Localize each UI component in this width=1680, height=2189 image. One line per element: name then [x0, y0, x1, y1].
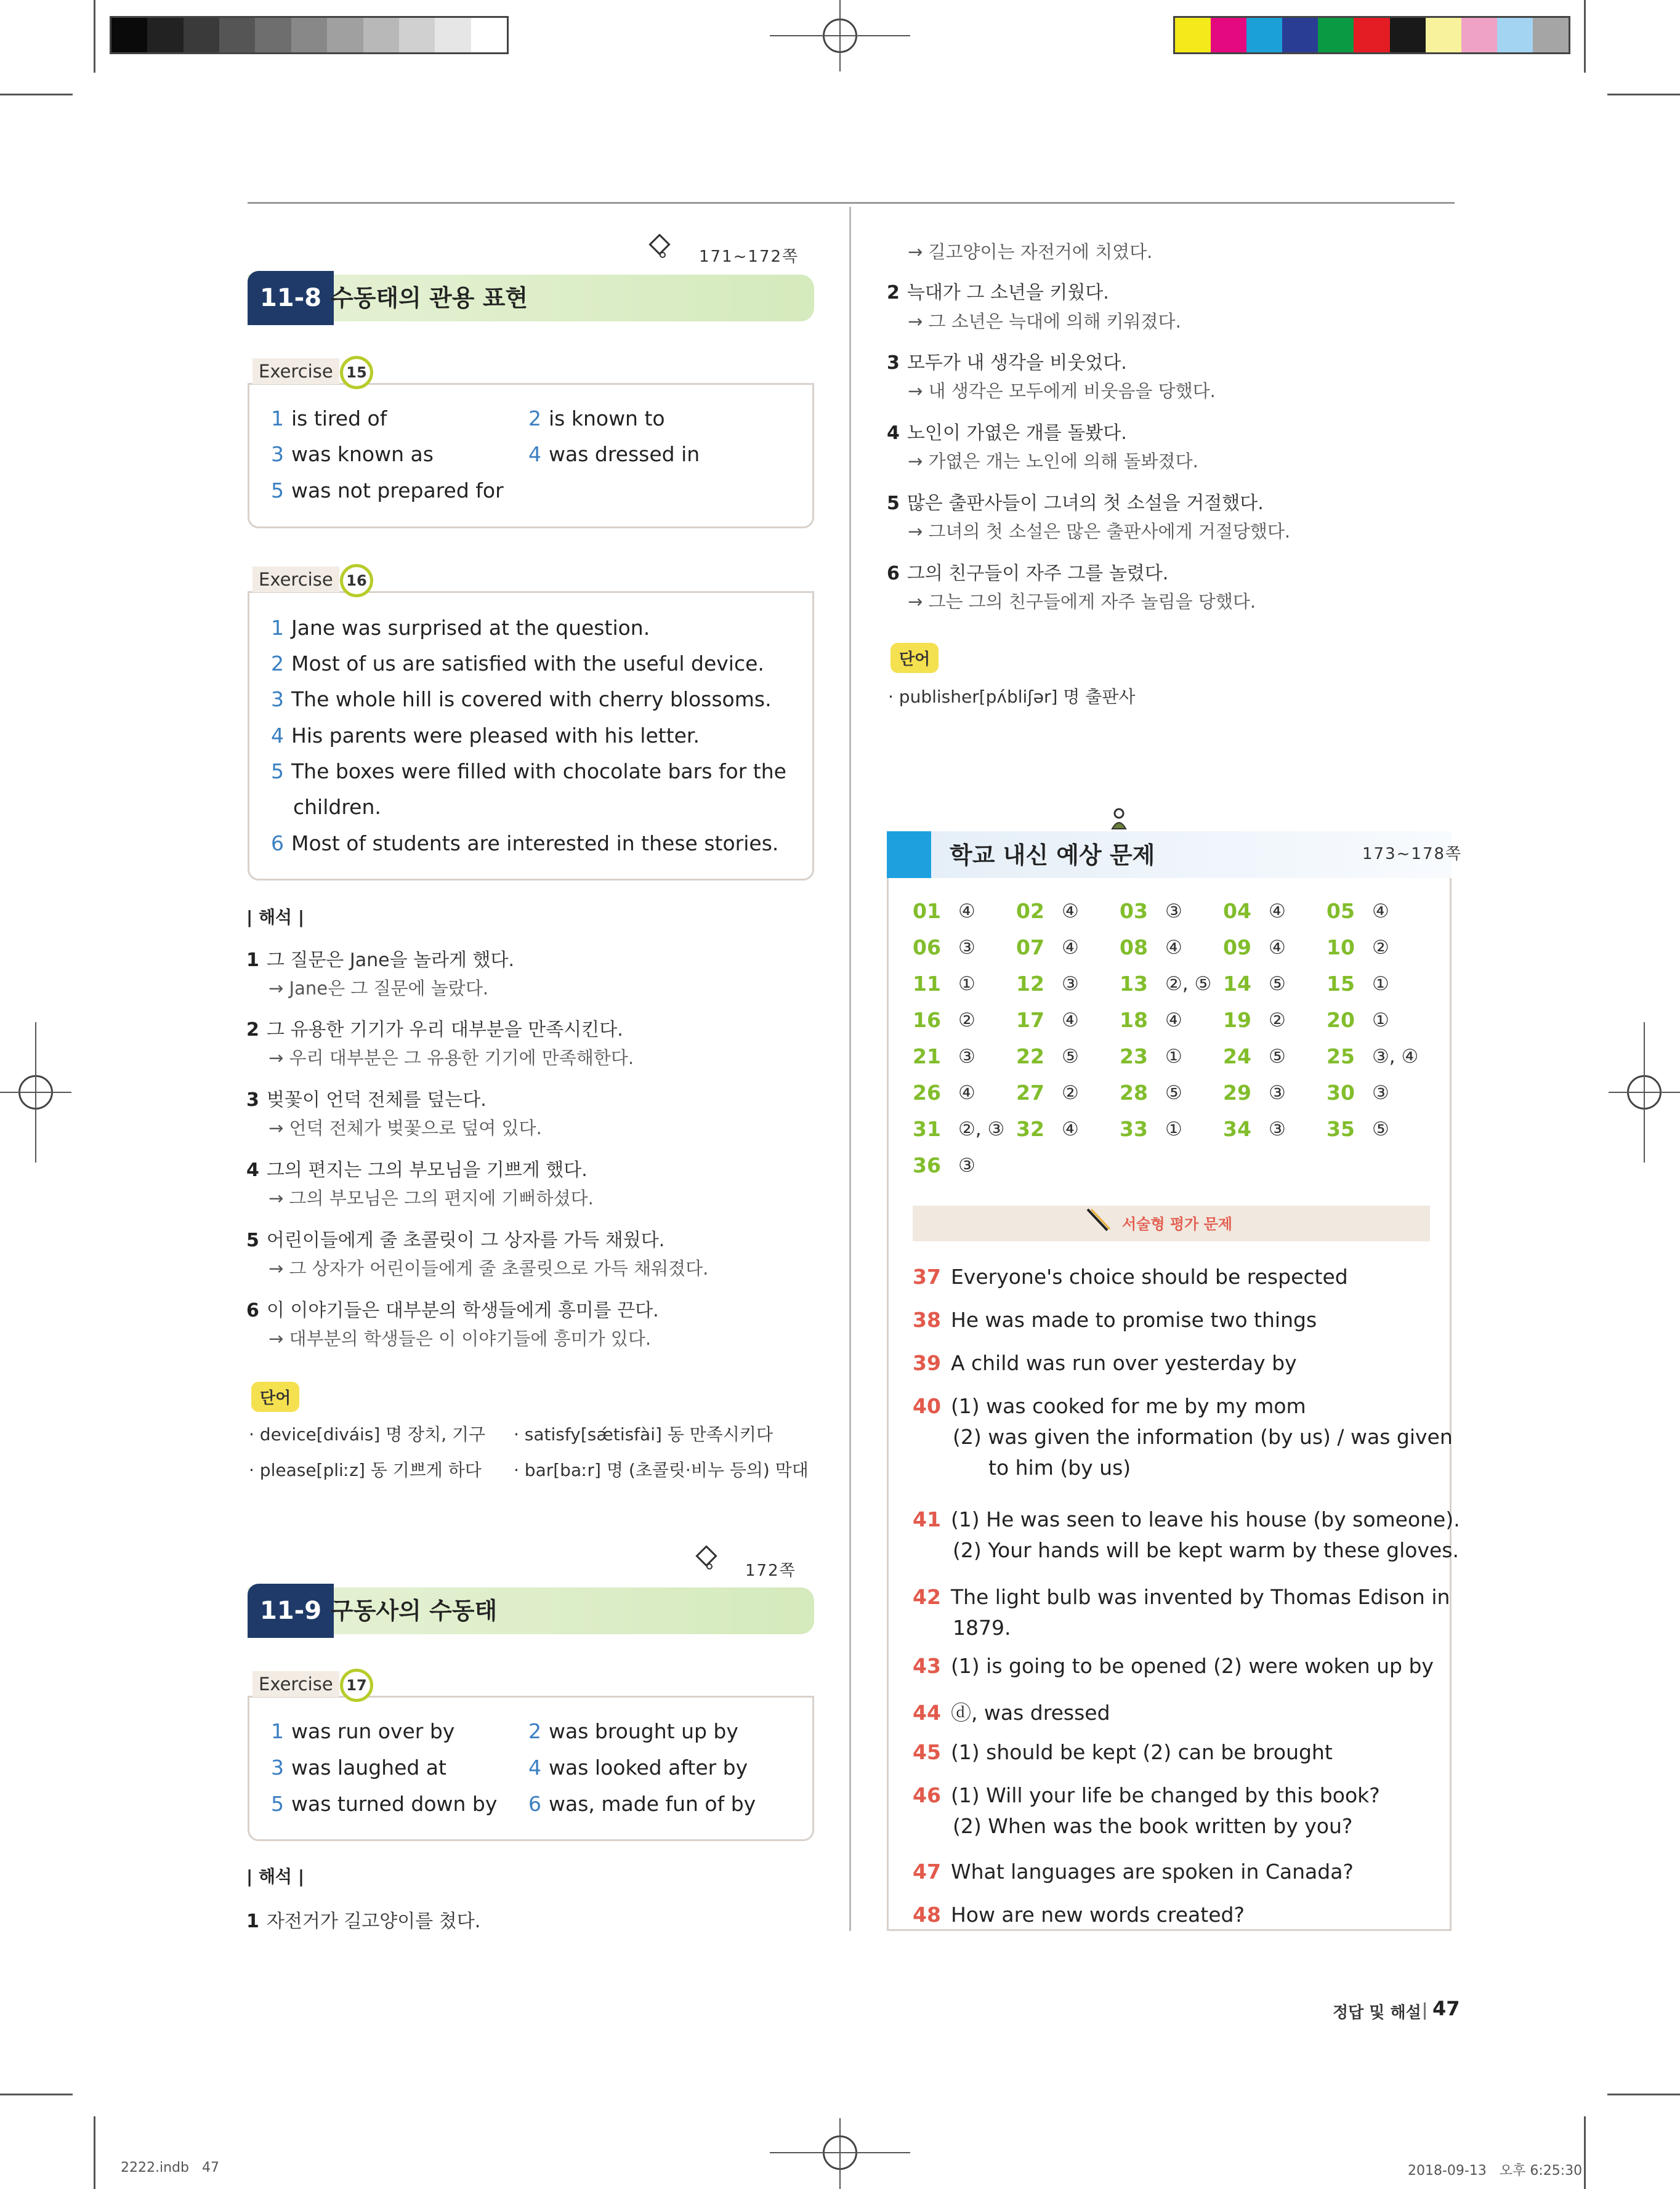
- file-label: 2222.indb 47: [121, 2160, 219, 2175]
- vocab-item: · please[pliːz] 동 기쁘게 하다: [249, 1460, 482, 1480]
- choice-answer: ②: [1372, 937, 1389, 959]
- question-number: 11: [913, 972, 941, 996]
- exercise-number-badge: 16: [340, 564, 373, 597]
- answer-item: 2 is known to: [528, 406, 665, 430]
- choice-answer: ④: [1062, 900, 1079, 922]
- choice-answer: ⑤: [1165, 1082, 1182, 1104]
- crop-mark: [1607, 94, 1680, 95]
- translation-heading: | 해석 |: [246, 907, 305, 927]
- translation-item: 3 모두가 내 생각을 비웃었다.: [887, 352, 1127, 374]
- answer-item: 3 was laughed at: [271, 1756, 446, 1780]
- vocab-item: · bar[baːr] 명 (초콜릿·비누 등의) 막대: [514, 1460, 809, 1480]
- choice-answer: ③: [958, 1046, 975, 1068]
- choice-answer: ②: [1269, 1009, 1286, 1031]
- vocab-item: · device[diváis] 명 장치, 기구: [249, 1424, 486, 1445]
- answer-item: 5 was turned down by: [271, 1792, 498, 1816]
- question-number: 20: [1327, 1008, 1355, 1032]
- written-answer: [913, 1351, 1297, 1375]
- written-answer: 1879.: [953, 1616, 1011, 1640]
- translation-item: 1 자전거가 길고양이를 쳤다.: [246, 1911, 481, 1932]
- column-divider: [849, 207, 851, 1931]
- question-number: 14: [1223, 972, 1251, 996]
- question-number: 18: [1120, 1008, 1148, 1032]
- translation-item: 5 어린이들에게 줄 초콜릿이 그 상자를 가득 채웠다.: [246, 1230, 665, 1251]
- written-answer: (2) Your hands will be kept warm by these gloves.: [953, 1538, 1459, 1562]
- crop-mark: [0, 2094, 73, 2095]
- choice-answer: ④: [958, 900, 975, 922]
- exam-title: 학교 내신 예상 문제: [950, 842, 1155, 869]
- gray-swatch: [219, 18, 255, 52]
- answer-item: 2 was brought up by: [528, 1719, 738, 1743]
- question-number: 06: [913, 935, 941, 959]
- question-number: 47: [913, 1860, 941, 1884]
- question-number: 31: [913, 1117, 941, 1141]
- footer-divider: [1424, 2002, 1426, 2020]
- choice-answer: ②: [958, 1009, 975, 1031]
- choice-answer: ④: [1165, 937, 1182, 959]
- question-number: 32: [1016, 1117, 1044, 1141]
- question-number: 17: [1016, 1008, 1044, 1032]
- color-swatch: [1426, 18, 1461, 52]
- written-answer: [913, 1783, 1380, 1807]
- translation-result: → 그는 그의 친구들에게 자주 놀림을 당했다.: [908, 591, 1256, 612]
- written-answer: [913, 1697, 1110, 1726]
- choice-answer: ⑤: [1062, 1046, 1079, 1068]
- written-answer: [913, 1507, 1460, 1531]
- question-number: 34: [1223, 1117, 1251, 1141]
- question-number: 03: [1120, 899, 1148, 923]
- question-number: 40: [913, 1394, 941, 1418]
- section-number: 11-8: [248, 271, 334, 325]
- answer-item: 2 Most of us are satisfied with the useful device.: [271, 651, 764, 675]
- question-number: 45: [913, 1740, 941, 1764]
- question-number: 04: [1223, 899, 1251, 923]
- question-number: 05: [1327, 899, 1355, 923]
- color-swatch: [1461, 18, 1497, 52]
- choice-answer: ②, ③: [958, 1118, 1005, 1140]
- choice-answer: ①: [1165, 1046, 1182, 1068]
- translation-result: → 그의 부모님은 그의 편지에 기뻐하셨다.: [269, 1188, 594, 1209]
- written-answer: [913, 1903, 1245, 1927]
- answer-item: 4 was looked after by: [528, 1756, 748, 1780]
- pencil-icon: [695, 1546, 719, 1570]
- translation-result: → Jane은 그 질문에 놀랐다.: [269, 978, 489, 999]
- question-number: 16: [913, 1008, 941, 1032]
- question-number: 29: [1223, 1081, 1251, 1105]
- question-number: 35: [1327, 1117, 1355, 1141]
- choice-answer: ④: [1269, 900, 1286, 922]
- written-answer: [913, 1654, 1434, 1678]
- translation-item: 2 늑대가 그 소년을 키웠다.: [887, 282, 1109, 304]
- question-number: 39: [913, 1351, 941, 1375]
- answer-text: How are new words created?: [950, 1903, 1245, 1927]
- translation-result: → 내 생각은 모두에게 비웃음을 당했다.: [908, 381, 1216, 401]
- question-number: 08: [1120, 935, 1148, 959]
- question-number: 25: [1327, 1044, 1355, 1068]
- question-number: 27: [1016, 1081, 1044, 1105]
- color-swatch: [1175, 18, 1211, 52]
- question-number: 26: [913, 1081, 941, 1105]
- translation-item: 5 많은 출판사들이 그녀의 첫 소설을 거절했다.: [887, 493, 1264, 514]
- question-number: 46: [913, 1783, 941, 1807]
- written-answer: [913, 1585, 1450, 1609]
- choice-answer: ③: [958, 937, 975, 959]
- question-number: 13: [1120, 972, 1148, 996]
- exercise-label: Exercise: [252, 566, 339, 592]
- crop-mark: [1607, 2094, 1680, 2095]
- answer-item: 6 was, made fun of by: [528, 1792, 756, 1816]
- exercise-number-badge: 17: [340, 1669, 373, 1702]
- crop-mark: [1584, 0, 1586, 73]
- top-rule: [248, 202, 1455, 204]
- vocab-tag: 단어: [890, 643, 939, 673]
- choice-answer: ④: [1062, 1009, 1079, 1031]
- color-swatch: [1246, 18, 1282, 52]
- choice-answer: ⑤: [1269, 973, 1286, 995]
- choice-answer: ①: [958, 973, 975, 995]
- question-number: 24: [1223, 1044, 1251, 1068]
- answer-text: The light bulb was invented by Thomas Edison in: [950, 1585, 1450, 1609]
- choice-answer: ④: [958, 1082, 975, 1104]
- translation-result: → 그 소년은 늑대에 의해 키워졌다.: [908, 311, 1181, 332]
- answer-text: (1) Will your life be changed by this book?: [950, 1783, 1380, 1807]
- answer-item: 1 is tired of: [271, 406, 387, 430]
- registration-line: [1644, 1022, 1645, 1163]
- question-number: 22: [1016, 1044, 1044, 1068]
- question-number: 21: [913, 1044, 941, 1068]
- color-swatch: [1533, 18, 1569, 52]
- color-swatch: [1318, 18, 1354, 52]
- choice-answer: ②, ⑤: [1165, 973, 1212, 995]
- answer-text: (1) was cooked for me by my mom: [950, 1394, 1306, 1418]
- translation-item: 2 그 유용한 기기가 우리 대부분을 만족시킨다.: [246, 1019, 623, 1041]
- vocab-item: · publisher[pʌ́bliʃər] 명 출판사: [888, 687, 1136, 707]
- question-number: 38: [913, 1308, 941, 1332]
- translation-item: 6 이 이야기들은 대부분의 학생들에게 흥미를 끈다.: [246, 1300, 659, 1321]
- page-number: 47: [1432, 1997, 1460, 2020]
- page-reference: 171~172쪽: [699, 248, 799, 266]
- question-number: 42: [913, 1585, 941, 1609]
- color-swatch: [1354, 18, 1389, 52]
- color-swatch: [1211, 18, 1246, 52]
- question-number: 23: [1120, 1044, 1148, 1068]
- written-answer: [913, 1308, 1317, 1332]
- written-answer: [913, 1860, 1354, 1884]
- answer-text: (1) should be kept (2) can be brought: [950, 1740, 1333, 1764]
- crop-mark: [94, 2116, 95, 2189]
- question-number: 15: [1327, 972, 1355, 996]
- choice-answer: ②: [1062, 1082, 1079, 1104]
- question-number: 36: [913, 1153, 941, 1177]
- translation-item: 6 그의 친구들이 자주 그를 놀렸다.: [887, 563, 1169, 584]
- question-number: 43: [913, 1654, 941, 1678]
- registration-line: [839, 0, 841, 71]
- written-answer: (2) was given the information (by us) / was given: [953, 1425, 1453, 1449]
- gray-swatch: [291, 18, 327, 52]
- answer-item: 6 Most of students are interested in these stories.: [271, 831, 779, 855]
- answer-item: 1 Jane was surprised at the question.: [271, 616, 650, 640]
- answer-item: 4 His parents were pleased with his letter.: [271, 724, 700, 748]
- written-answer: to him (by us): [988, 1456, 1131, 1480]
- translation-item: 4 그의 편지는 그의 부모님을 기쁘게 했다.: [246, 1159, 588, 1181]
- answer-text: (1) He was seen to leave his house (by someone).: [950, 1507, 1460, 1531]
- section-title: 수동태의 관용 표현: [331, 284, 528, 312]
- written-answer: [913, 1740, 1333, 1764]
- color-swatch: [1282, 18, 1318, 52]
- color-strip: [1173, 16, 1570, 54]
- translation-result: → 길고양이는 자전거에 치였다.: [908, 241, 1153, 262]
- gray-swatch: [184, 18, 219, 52]
- crop-mark: [94, 0, 95, 73]
- translation-result: → 대부분의 학생들은 이 이야기들에 흥미가 있다.: [269, 1328, 652, 1349]
- answer-item: 3 The whole hill is covered with cherry blossoms.: [271, 687, 772, 711]
- answer-item: children.: [293, 795, 381, 819]
- answer-text: He was made to promise two things: [950, 1308, 1317, 1332]
- question-number: 10: [1327, 935, 1355, 959]
- question-number: 01: [913, 899, 941, 923]
- choice-answer: ④: [1165, 1009, 1182, 1031]
- answer-text: Everyone's choice should be respected: [950, 1265, 1348, 1289]
- answer-text: ⓓ, was dressed: [950, 1701, 1110, 1725]
- answer-text: (1) is going to be opened (2) were woken up by: [950, 1654, 1434, 1678]
- question-number: 07: [1016, 935, 1044, 959]
- exercise-label: Exercise: [252, 1671, 339, 1697]
- gray-swatch: [435, 18, 470, 52]
- choice-answer: ①: [1372, 973, 1389, 995]
- question-number: 48: [913, 1903, 941, 1927]
- vocab-item: · satisfy[sǽtisfài] 동 만족시키다: [514, 1424, 773, 1445]
- pencil-icon: [1084, 1206, 1113, 1235]
- choice-answer: ④: [1062, 1118, 1079, 1140]
- translation-heading: | 해석 |: [246, 1866, 305, 1887]
- footer-label: 정답 및 해설: [1333, 2004, 1421, 2022]
- exam-header-accent: [887, 831, 931, 878]
- choice-answer: ③: [1269, 1082, 1286, 1104]
- color-swatch: [1497, 18, 1533, 52]
- gray-swatch: [147, 18, 183, 52]
- choice-answer: ③: [1269, 1118, 1286, 1140]
- question-number: 28: [1120, 1081, 1148, 1105]
- answer-item: 3 was known as: [271, 442, 434, 466]
- answer-item: 5 The boxes were filled with chocolate bars for the: [271, 759, 786, 783]
- gray-swatch: [399, 18, 435, 52]
- translation-item: 1 그 질문은 Jane을 놀라게 했다.: [246, 949, 515, 971]
- pencil-icon: [648, 234, 672, 259]
- translation-item: 4 노인이 가엾은 개를 돌봤다.: [887, 422, 1127, 444]
- exercise-label: Exercise: [252, 358, 339, 384]
- answer-item: 1 was run over by: [271, 1719, 455, 1743]
- grayscale-strip: [110, 16, 509, 54]
- translation-item: 3 벚꽃이 언덕 전체를 덮는다.: [246, 1089, 487, 1111]
- choice-answer: ①: [1165, 1118, 1182, 1140]
- exercise-number-badge: 15: [340, 356, 373, 389]
- section-header: [248, 1587, 814, 1634]
- question-number: 41: [913, 1507, 941, 1531]
- choice-answer: ⑤: [1269, 1046, 1286, 1068]
- written-answer: (2) When was the book written by you?: [953, 1814, 1353, 1838]
- question-number: 33: [1120, 1117, 1148, 1141]
- choice-answer: ④: [1372, 900, 1389, 922]
- print-date: 2018-09-13 오후 6:25:30: [1408, 2163, 1583, 2179]
- choice-answer: ③: [958, 1155, 975, 1177]
- translation-result: → 그녀의 첫 소설은 많은 출판사에게 거절당했다.: [908, 521, 1291, 542]
- choice-answer: ③: [1062, 973, 1079, 995]
- registration-line: [839, 2118, 841, 2189]
- page-reference: 172쪽: [745, 1562, 796, 1580]
- gray-swatch: [363, 18, 399, 52]
- choice-answer: ④: [1062, 937, 1079, 959]
- question-number: 09: [1223, 935, 1251, 959]
- choice-answer: ⑤: [1372, 1118, 1389, 1140]
- question-number: 44: [913, 1701, 941, 1725]
- gray-swatch: [327, 18, 363, 52]
- gray-swatch: [471, 18, 507, 52]
- translation-result: → 우리 대부분은 그 유용한 기기에 만족해한다.: [269, 1047, 634, 1068]
- answer-item: 5 was not prepared for: [271, 478, 504, 502]
- subtitle: 서술형 평가 문제: [1122, 1215, 1232, 1233]
- answer-text: What languages are spoken in Canada?: [950, 1860, 1354, 1884]
- choice-answer: ③: [1372, 1082, 1389, 1104]
- page-reference: 173~178쪽: [1362, 845, 1463, 863]
- section-title: 구동사의 수동태: [331, 1597, 498, 1624]
- translation-result: → 언덕 전체가 벚꽃으로 덮여 있다.: [269, 1118, 542, 1139]
- crop-mark: [0, 94, 73, 95]
- choice-answer: ④: [1269, 937, 1286, 959]
- question-number: 37: [913, 1265, 941, 1289]
- section-number: 11-9: [248, 1584, 334, 1638]
- vocab-tag: 단어: [251, 1382, 299, 1412]
- color-swatch: [1390, 18, 1426, 52]
- choice-answer: ③: [1165, 900, 1182, 922]
- answer-item: 4 was dressed in: [528, 442, 700, 466]
- gray-swatch: [255, 18, 291, 52]
- section-header: [248, 275, 814, 321]
- crop-mark: [1584, 2116, 1586, 2189]
- question-number: 19: [1223, 1008, 1251, 1032]
- written-answer: [913, 1394, 1306, 1418]
- gray-swatch: [111, 18, 147, 52]
- student-icon: [1110, 808, 1128, 830]
- question-number: 12: [1016, 972, 1044, 996]
- translation-result: → 가엾은 개는 노인에 의해 돌봐졌다.: [908, 451, 1198, 472]
- question-number: 30: [1327, 1081, 1355, 1105]
- written-answer: [913, 1265, 1348, 1289]
- registration-line: [35, 1022, 36, 1163]
- choice-answer: ①: [1372, 1009, 1389, 1031]
- translation-result: → 그 상자가 어린이들에게 줄 초콜릿으로 가득 채워졌다.: [269, 1258, 709, 1279]
- choice-answer: ③, ④: [1372, 1046, 1419, 1068]
- answer-text: A child was run over yesterday by: [950, 1351, 1297, 1375]
- question-number: 02: [1016, 899, 1044, 923]
